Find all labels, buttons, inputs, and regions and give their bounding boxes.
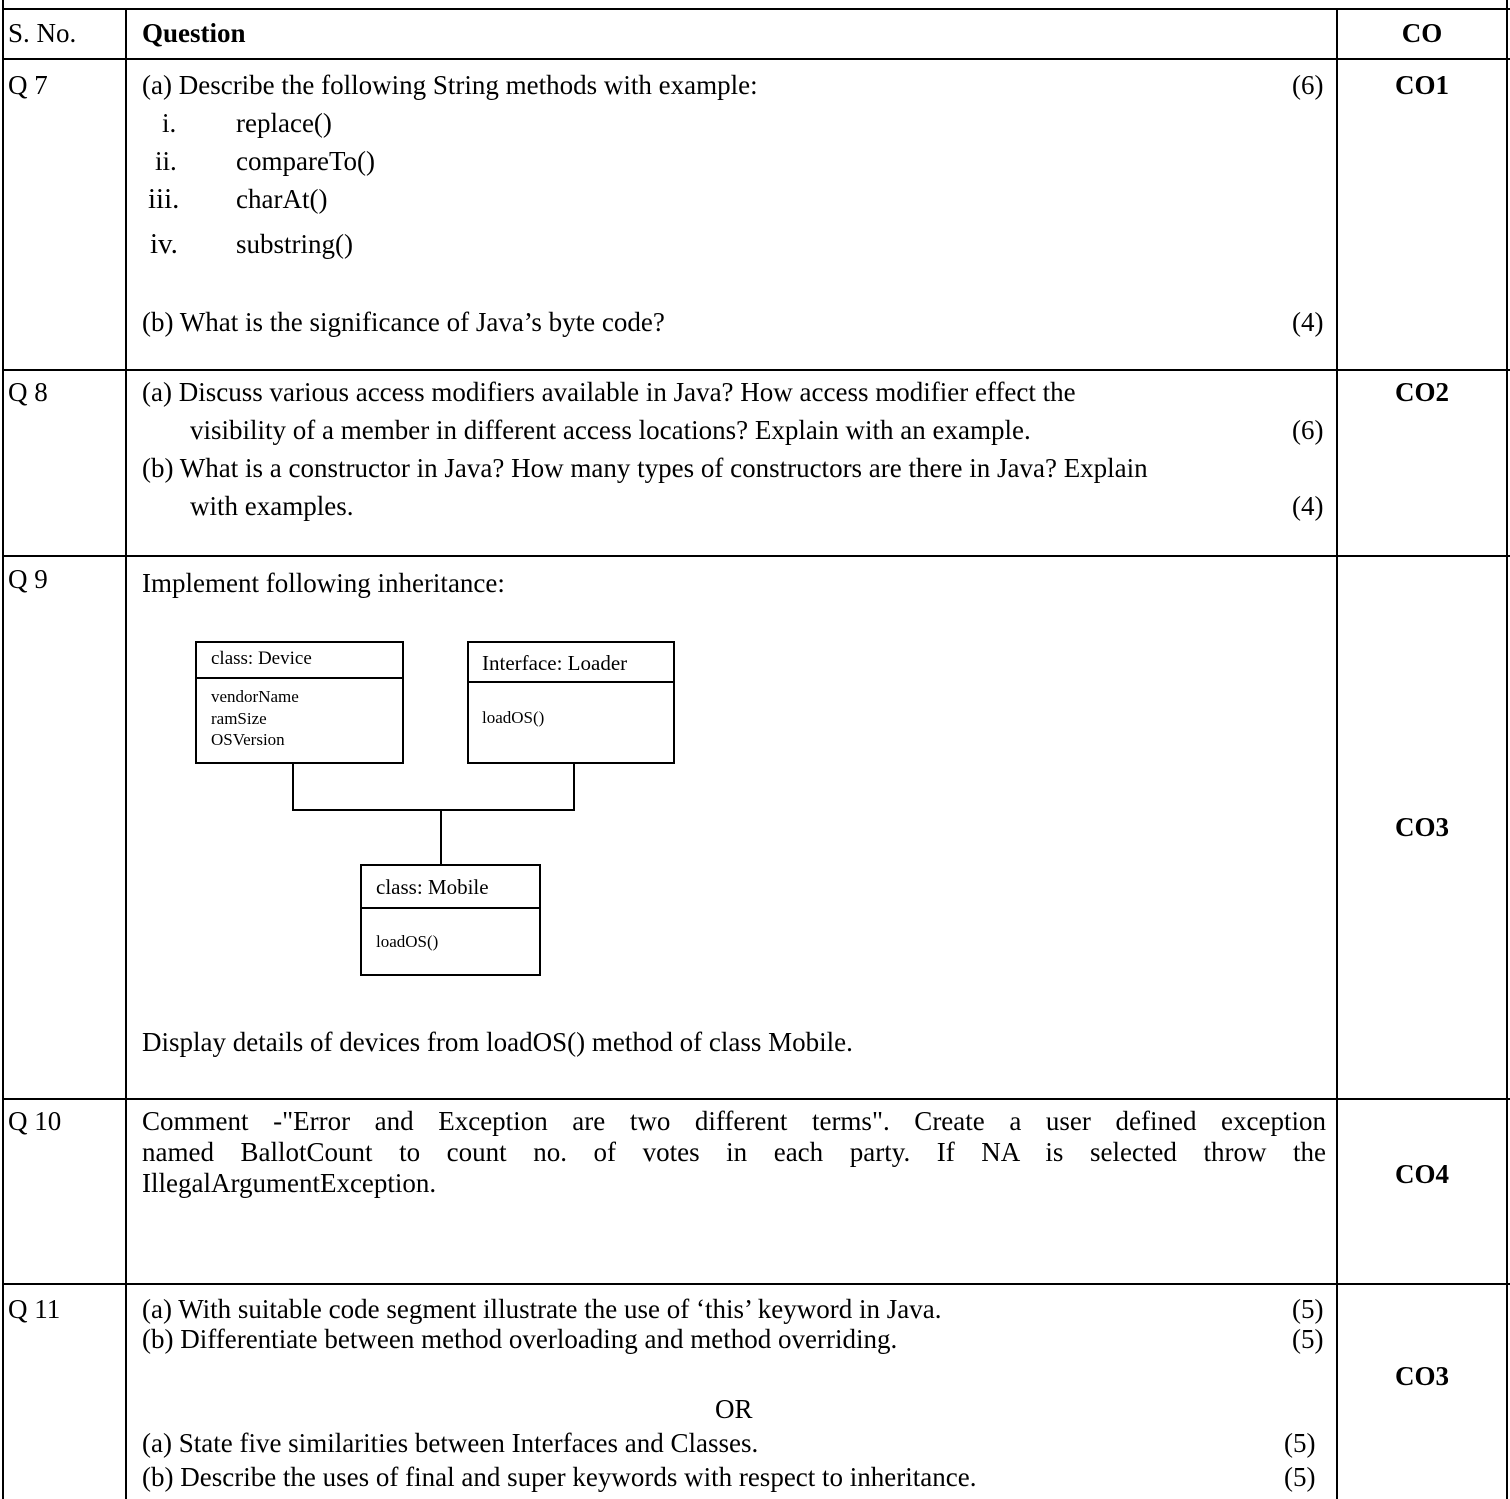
q7-item-num: ii.: [155, 146, 177, 176]
q9-co: CO3: [1395, 812, 1449, 842]
header-bottom-border: [2, 58, 1510, 60]
q7-part-a: (a) Describe the following String methods with example:: [142, 70, 758, 100]
q7-part-a-marks: (6): [1292, 70, 1324, 100]
device-field: ramSize: [211, 709, 267, 728]
q11-or: OR: [715, 1394, 753, 1424]
device-class-divider: [195, 677, 404, 679]
q7-item-text: replace(): [236, 108, 332, 138]
q11-part-a: (a) With suitable code segment illustrate the use of ‘this’ keyword in Java.: [142, 1294, 942, 1324]
q7-number: Q 7: [8, 70, 48, 100]
col-sno-border: [125, 8, 127, 1499]
mobile-method: loadOS(): [376, 932, 439, 951]
q8-part-b-line1: (b) What is a constructor in Java? How many types of constructors are there in Java? Explain: [142, 453, 1148, 483]
header-co: CO: [1401, 18, 1443, 48]
q8-part-a-marks: (6): [1292, 415, 1324, 445]
q11-alt-part-b: (b) Describe the uses of final and super keywords with respect to inheritance.: [142, 1462, 977, 1492]
q7-co: CO1: [1395, 70, 1449, 100]
loader-interface-divider: [467, 681, 675, 683]
mobile-connector: [440, 809, 442, 865]
header-sno: S. No.: [8, 18, 77, 48]
q8-part-a-line2: visibility of a member in different access locations? Explain with an example.: [190, 415, 1031, 445]
q10-line1: Comment -"Error and Exception are two different terms". Create a user defined exception: [142, 1106, 1326, 1136]
q7-item-text: compareTo(): [236, 146, 376, 176]
loader-interface-title: Interface: Loader: [482, 651, 628, 675]
q8-number: Q 8: [8, 377, 48, 407]
col-co-border: [1336, 8, 1338, 1499]
device-field: OSVersion: [211, 730, 285, 749]
q8-co: CO2: [1395, 377, 1449, 407]
loader-connector: [573, 764, 575, 810]
q9-number: Q 9: [8, 564, 48, 594]
col-left-border: [2, 0, 4, 1499]
q10-line3: IllegalArgumentException.: [142, 1168, 437, 1198]
loader-method: loadOS(): [482, 708, 545, 727]
q7-part-b: (b) What is the significance of Java’s byte code?: [142, 307, 665, 337]
row-q9-border: [2, 1098, 1510, 1100]
device-connector: [292, 764, 294, 810]
mobile-class-title: class: Mobile: [376, 875, 489, 899]
q11-number: Q 11: [8, 1294, 61, 1324]
device-class-title: class: Device: [211, 648, 312, 669]
q11-part-b-marks: (5): [1292, 1324, 1324, 1354]
q10-number: Q 10: [8, 1106, 62, 1136]
q11-part-a-marks: (5): [1292, 1294, 1324, 1324]
device-field: vendorName: [211, 687, 299, 706]
q11-alt-part-b-marks: (5): [1284, 1462, 1316, 1492]
q7-item-num: iv.: [150, 228, 178, 260]
row-q8-border: [2, 555, 1510, 557]
q7-item-text: charAt(): [236, 184, 328, 214]
header-question: Question: [142, 18, 246, 48]
q11-alt-part-a-marks: (5): [1284, 1428, 1316, 1458]
q11-co: CO3: [1395, 1361, 1449, 1391]
q9-outro: Display details of devices from loadOS() method of class Mobile.: [142, 1027, 853, 1057]
q10-co: CO4: [1395, 1159, 1449, 1189]
q7-item-text: substring(): [236, 229, 353, 259]
q11-part-b: (b) Differentiate between method overloading and method overriding.: [142, 1324, 898, 1354]
q7-item-num: iii.: [148, 183, 180, 215]
join-connector: [292, 809, 575, 811]
q8-part-b-marks: (4): [1292, 491, 1324, 521]
q7-part-b-marks: (4): [1292, 307, 1324, 337]
mobile-class-divider: [360, 907, 541, 909]
row-q10-border: [2, 1283, 1510, 1285]
q7-item-num: i.: [162, 108, 177, 138]
col-right-border: [1506, 0, 1508, 1499]
row-q7-border: [2, 369, 1510, 371]
q9-intro: Implement following inheritance:: [142, 568, 505, 598]
q8-part-a-line1: (a) Discuss various access modifiers available in Java? How access modifier effect the: [142, 377, 1076, 407]
q11-alt-part-a: (a) State five similarities between Interfaces and Classes.: [142, 1428, 759, 1458]
q8-part-b-line2: with examples.: [190, 491, 354, 521]
q10-line2: named BallotCount to count no. of votes in each party. If NA is selected throw the: [142, 1137, 1326, 1167]
table-top-border: [2, 8, 1510, 10]
